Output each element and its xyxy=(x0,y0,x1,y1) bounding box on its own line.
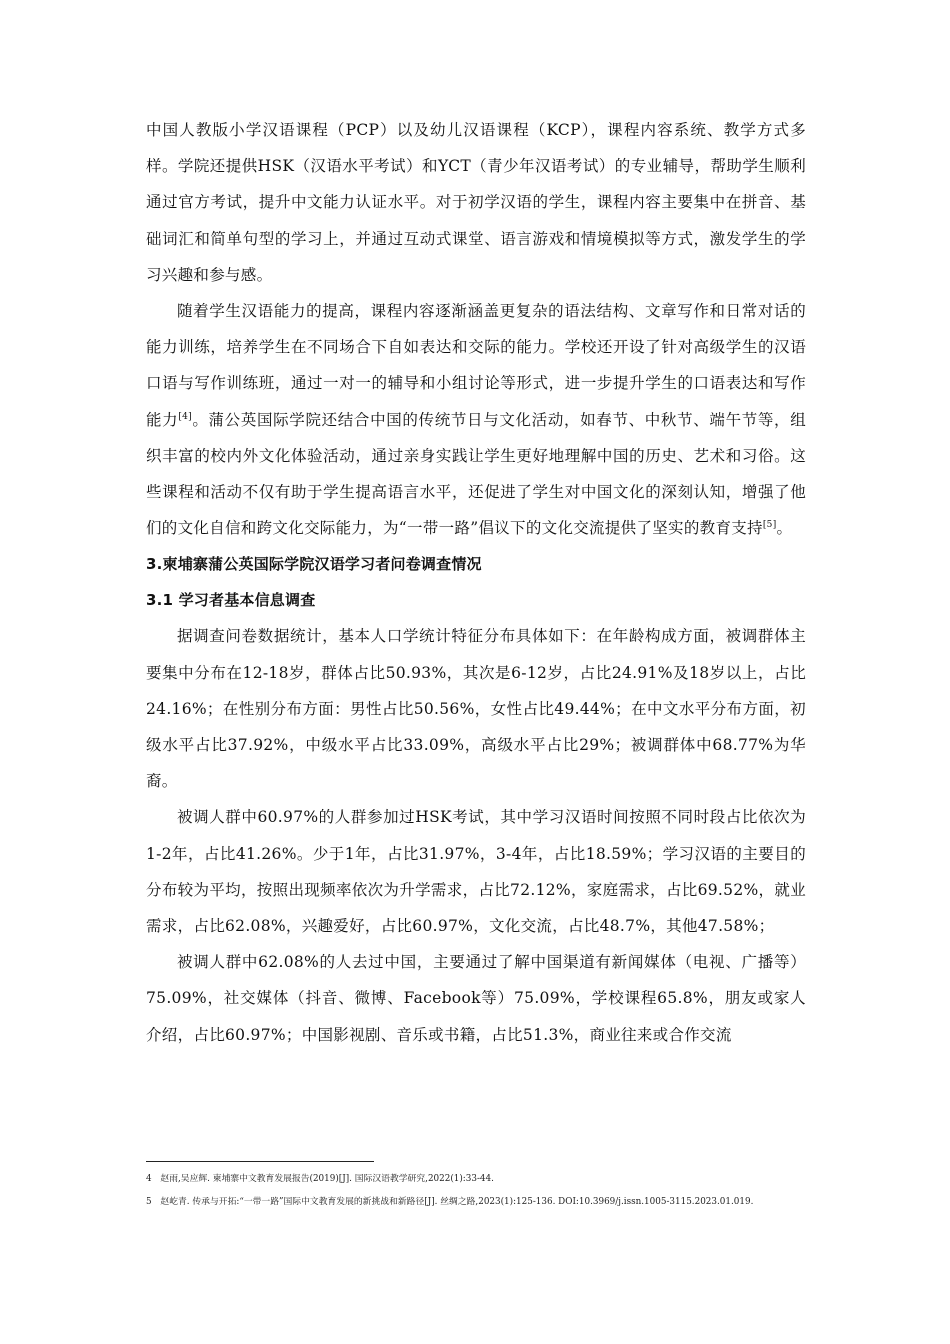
paragraph-course-progression xyxy=(146,293,806,546)
page-body xyxy=(146,112,806,1053)
footnotes xyxy=(146,1168,816,1214)
citation-ref-4[interactable]: [4] xyxy=(178,411,192,422)
paragraph-hsk-study: 被调人群中60.97%的人群参加过HSK考试，其中学习汉语时间按照不同时段占比依次为1-2年，占比41.26%。少于1年，占比31.97%，3-4年，占比18.59%；学习汉语的主要目的分布较为平均，按照出现频率依次为升学需求，占比72.12%，家庭需求，占比69.52%，就业需求，占比62.08%，兴趣爱好，占比60.97%，文化交流，占比48.7%，其他47.58%； xyxy=(146,808,806,936)
paragraph-text: 。 xyxy=(776,519,793,538)
footnote-divider xyxy=(146,1161,374,1162)
footnote-5: 5 赵屹青. 传承与开拓:“一带一路”国际中文教育发展的新挑战和新路径[J]. 丝绸之路,2023(1):125-136. DOI:10.3969/j.issn.1005-3115.2023.01.019. xyxy=(146,1197,754,1207)
footnote-4: 4 赵雨,吴应辉. 柬埔寨中文教育发展报告(2019)[J]. 国际汉语教学研究,2022(1):33-44. xyxy=(146,1174,494,1184)
paragraph-continued: 中国人教版小学汉语课程（PCP）以及幼儿汉语课程（KCP），课程内容系统、教学方式多样。学院还提供HSK（汉语水平考试）和YCT（青少年汉语考试）的专业辅导，帮助学生顺利通过官方考试，提升中文能力认证水平。对于初学汉语的学生，课程内容主要集中在拼音、基础词汇和简单句型的学习上，并通过互动式课堂、语言游戏和情境模拟等方式，激发学生的学习兴趣和参与感。 xyxy=(146,121,806,284)
subsection-heading-3-1: 3.1 学习者基本信息调查 xyxy=(146,591,316,610)
paragraph-china-channels: 被调人群中62.08%的人去过中国，主要通过了解中国渠道有新闻媒体（电视、广播等）75.09%，社交媒体（抖音、微博、Facebook等）75.09%，学校课程65.8%，朋友或家人介绍，占比60.97%；中国影视剧、音乐或书籍，占比51.3%，商业往来或合作交流 xyxy=(146,953,806,1044)
paragraph-text: 随着学生汉语能力的提高，课程内容逐渐涵盖更复杂的语法结构、文章写作和日常对话的能力训练，培养学生在不同场合下自如表达和交际的能力。学校还开设了针对高级学生的汉语口语与写作训练班，通过一对一的辅导和小组讨论等形式，进一步提升学生的口语表达和写作能力 xyxy=(146,302,806,429)
citation-ref-5[interactable]: [5] xyxy=(762,520,777,531)
paragraph-demographics: 据调查问卷数据统计，基本人口学统计特征分布具体如下：在年龄构成方面，被调群体主要集中分布在12-18岁，群体占比50.93%，其次是6-12岁，占比24.91%及18岁以上，占比24.16%；在性别分布方面：男性占比50.56%，女性占比49.44%；在中文水平分布方面，初级水平占比37.92%，中级水平占比33.09%，高级水平占比29%；被调群体中68.77%为华裔。 xyxy=(146,627,806,791)
paragraph-text: 。蒲公英国际学院还结合中国的传统节日与文化活动，如春节、中秋节、端午节等，组织丰富的校内外文化体验活动，通过亲身实践让学生更好地理解中国的历史、艺术和习俗。这些课程和活动不仅有助于学生提高语言水平，还促进了学生对中国文化的深刻认知，增强了他们的文化自信和跨文化交际能力，为“一带一路”倡议下的文化交流提供了坚实的教育支持 xyxy=(146,410,806,538)
section-heading-3: 3.柬埔寨蒲公英国际学院汉语学习者问卷调查情况 xyxy=(146,555,482,574)
